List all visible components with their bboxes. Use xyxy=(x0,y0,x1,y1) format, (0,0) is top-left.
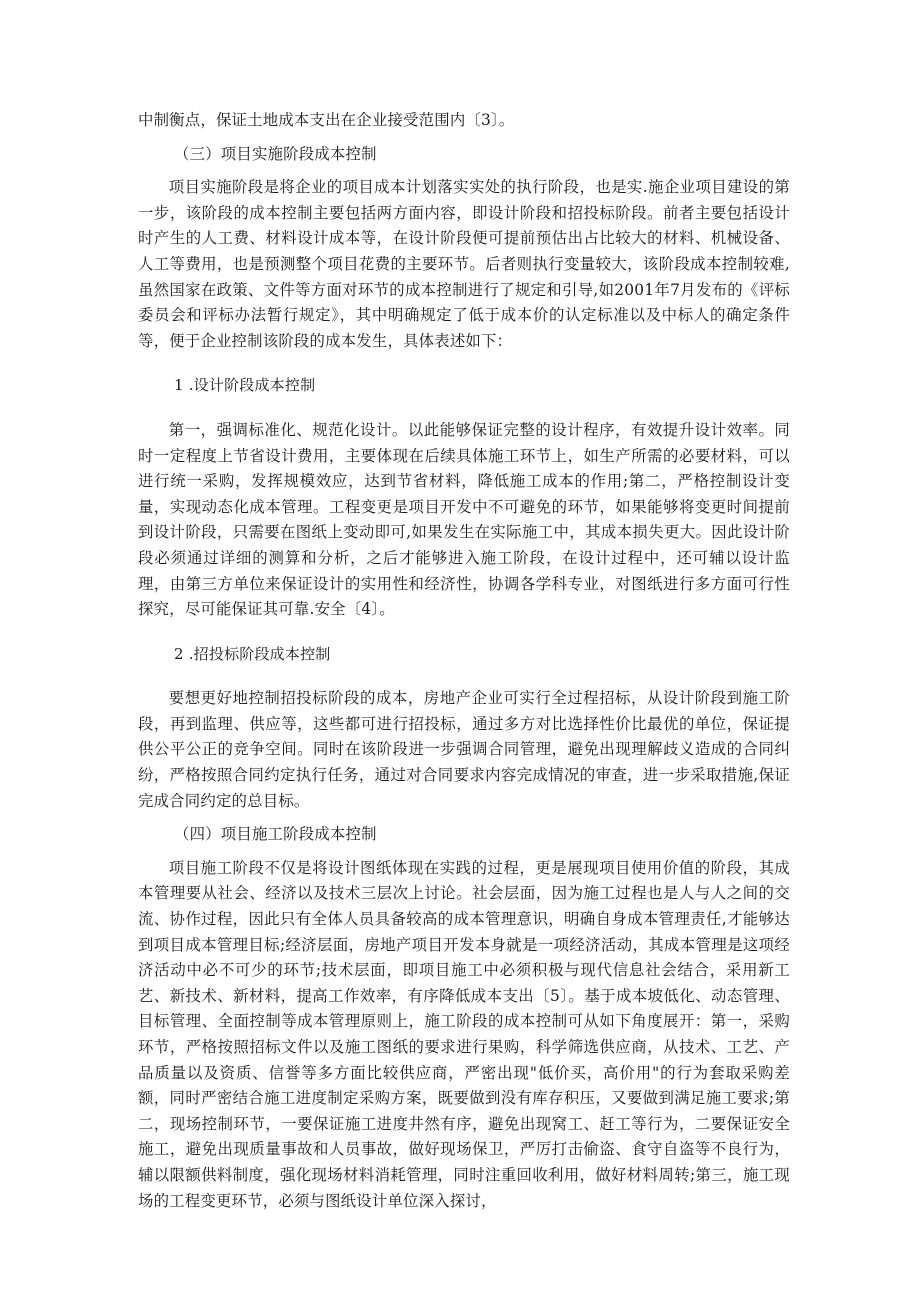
subheading-bidding-stage: 2 .招投标阶段成本控制 xyxy=(174,644,331,663)
paragraph-section-3: 项目实施阶段是将企业的项目成本计划落实实处的执行阶段，也是实.施企业项目建设的第一步，该阶段的成本控制主要包括两方面内容，即设计阶段和招投标阶段。前者主要包括设计时产生的人工费、材料设计成本等，在设计阶段便可提前预估出占比较大的材料、机械设备、人工等费用，也是预测整个项目花费的主要环节。后者则执行变量较大，该阶段成本控制较难,虽然国家在政策、文件等方面对环节的成本控制进行了规定和引导,如2001年7月发布的《评标委员会和评标办法暂行规定》，其中明确规定了低于成本价的认定标准以及中标人的确定条件等，便于企业控制该阶段的成本发生，具体表述如下： xyxy=(138,178,790,350)
paragraph-section-4: 项目施工阶段不仅是将设计图纸体现在实践的过程，更是展现项目使用价值的阶段，其成本管理要从社会、经济以及技术三层次上讨论。社会层面，因为施工过程也是人与人之间的交流、协作过程，因此只有全体人员具备较高的成本管理意识，明确自身成本管理责任,才能够达到项目成本管理目标;经济层面，房地产项目开发本身就是一项经济活动，其成本管理是这项经济活动中必不可少的环节;技术层面，即项目施工中必须积极与现代信息社会结合，采用新工艺、新技术、新材料，提高工作效率，有序降低成本支出〔5〕。基于成本坡低化、动态管理、目标管理、全面控制等成本管理原则上，施工阶段的成本控制可从如下角度展开：第一，采购环节，严格按照招标文件以及施工图纸的要求进行果购，科学筛选供应商，从技术、工艺、产品质量以及资质、信誉等多方面比较供应商，严密出现"低价买，高价用"的行为套取采购差额，同时严密结合施工进度制定采购方案，既要做到没有库存积压，又要做到满足施工要求;第二，现场控制环节，一要保证施工进度井然有序，避免出现窝工、赶工等行为，二要保证安全施工，避免出现质量事故和人员事故，做好现场保卫，严厉打击偷盗、食守自盗等不良行为，辅以限额供料制度，强化现场材料消耗管理，同时注重回收利用，做好材料周转;第三，施工现场的工程变更环节，必须与图纸设计单位深入探讨， xyxy=(138,858,790,1210)
paragraph-bidding-stage: 要想更好地控制招投标阶段的成本，房地产企业可实行全过程招标，从设计阶段到施工阶段，再到监理、供应等，这些都可进行招投标，通过多方对比选择性价比最优的单位，保证提供公平公正的竞争空间。同时在该阶段进一步强调合同管理，避免出现理解歧义造成的合同纠纷，严格按照合同约定执行任务，通过对合同要求内容完成情况的审查，进一步采取措施,保证完成合同约定的总目标。 xyxy=(138,689,790,810)
paragraph-design-stage: 第一，强调标准化、规范化设计。以此能够保证完整的设计程序，有效提升设计效率。同时一定程度上节省设计费用，主要体现在后续具体施工环节上，如生产所需的必要材料，可以进行统一采购，发挥规模效应，达到节省材料，降低施工成本的作用;第二，严格控制设计变量，实现动态化成本管理。工程变更是项目开发中不可避免的环节，如果能够将变更时间提前到设计阶段，只需要在图纸上变动即可,如果发生在实际施工中，其成本损失更大。因此设计阶段必须通过详细的测算和分析，之后才能够进入施工阶段，在设计过程中，还可辅以设计监理，由第三方单位来保证设计的实用性和经济性，协调各学科专业，对图纸进行多方面可行性探究，尽可能保证其可靠.安全〔4〕。 xyxy=(138,420,790,619)
document-page xyxy=(138,108,790,1214)
paragraph-intro-end: 中制衡点，保证土地成本支出在企业接受范围内〔3〕。 xyxy=(138,111,515,129)
section-heading-4: （四）项目施工阶段成本控制 xyxy=(174,825,377,844)
section-heading-3: （三）项目实施阶段成本控制 xyxy=(174,144,377,163)
subheading-design-stage: 1 .设计阶段成本控制 xyxy=(174,376,316,395)
